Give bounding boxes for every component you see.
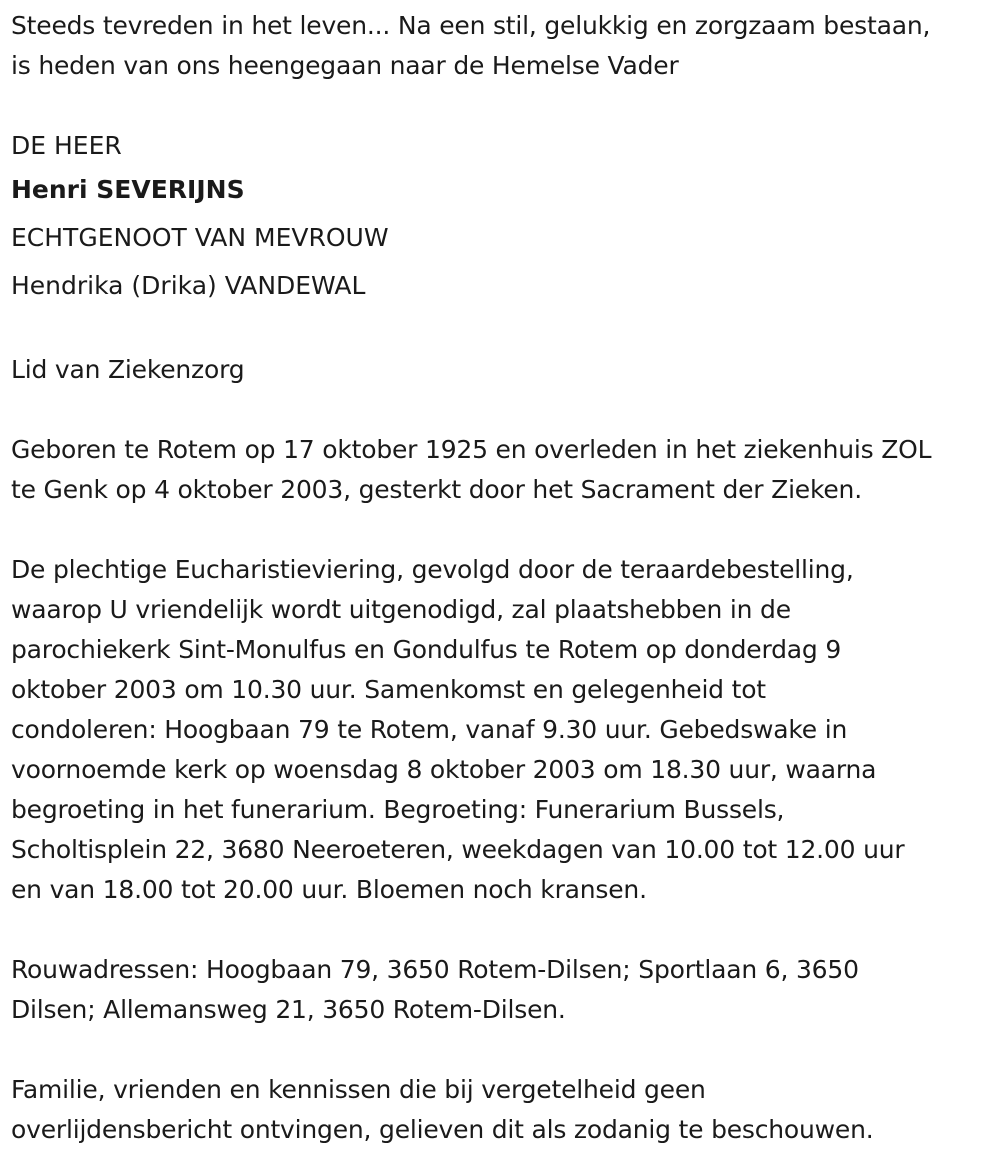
service-line: en van 18.00 tot 20.00 uur. Bloemen noch kransen. <box>11 875 647 904</box>
service-line: De plechtige Eucharistieviering, gevolgd door de teraardebestelling, <box>11 555 854 584</box>
intro-paragraph <box>11 6 996 86</box>
membership-paragraph <box>11 350 996 390</box>
birth-death-line: Geboren te Rotem op 17 oktober 1925 en overleden in het ziekenhuis ZOL <box>11 435 932 464</box>
service-line: voornoemde kerk op woensdag 8 oktober 2003 om 18.30 uur, waarna <box>11 755 877 784</box>
birth-death-line: te Genk op 4 oktober 2003, gesterkt door het Sacrament der Zieken. <box>11 475 862 504</box>
address-line: Dilsen; Allemansweg 21, 3650 Rotem-Dilsen. <box>11 995 566 1024</box>
service-paragraph <box>11 550 996 910</box>
spacer <box>11 910 996 950</box>
birth-death-paragraph <box>11 430 996 510</box>
deceased-block <box>11 126 996 310</box>
closing-line: overlijdensbericht ontvingen, gelieven dit als zodanig te beschouwen. <box>11 1115 874 1144</box>
deceased-title: DE HEER <box>11 131 122 160</box>
closing-paragraph <box>11 1070 996 1150</box>
service-line: condoleren: Hoogbaan 79 te Rotem, vanaf 9.30 uur. Gebedswake in <box>11 715 848 744</box>
service-line: waarop U vriendelijk wordt uitgenodigd, zal plaatshebben in de <box>11 595 791 624</box>
closing-line: Familie, vrienden en kennissen die bij vergetelheid geen <box>11 1075 706 1104</box>
spacer <box>11 86 996 126</box>
obituary-document <box>11 6 996 1150</box>
address-line: Rouwadressen: Hoogbaan 79, 3650 Rotem-Dilsen; Sportlaan 6, 3650 <box>11 955 859 984</box>
service-line: begroeting in het funerarium. Begroeting: Funerarium Bussels, <box>11 795 785 824</box>
deceased-name: Henri SEVERIJNS <box>11 175 245 204</box>
spacer <box>11 310 996 350</box>
deceased-relation: ECHTGENOOT VAN MEVROUW <box>11 223 389 252</box>
membership-line: Lid van Ziekenzorg <box>11 355 245 384</box>
spacer <box>11 510 996 550</box>
addresses-paragraph <box>11 950 996 1030</box>
service-line: oktober 2003 om 10.30 uur. Samenkomst en gelegenheid tot <box>11 675 766 704</box>
spouse-name: Hendrika (Drika) VANDEWAL <box>11 271 366 300</box>
service-line: Scholtisplein 22, 3680 Neeroeteren, weekdagen van 10.00 tot 12.00 uur <box>11 835 905 864</box>
spacer <box>11 390 996 430</box>
service-line: parochiekerk Sint-Monulfus en Gondulfus te Rotem op donderdag 9 <box>11 635 842 664</box>
intro-line: is heden van ons heengegaan naar de Hemelse Vader <box>11 51 679 80</box>
spacer <box>11 1030 996 1070</box>
intro-line: Steeds tevreden in het leven... Na een stil, gelukkig en zorgzaam bestaan, <box>11 11 931 40</box>
